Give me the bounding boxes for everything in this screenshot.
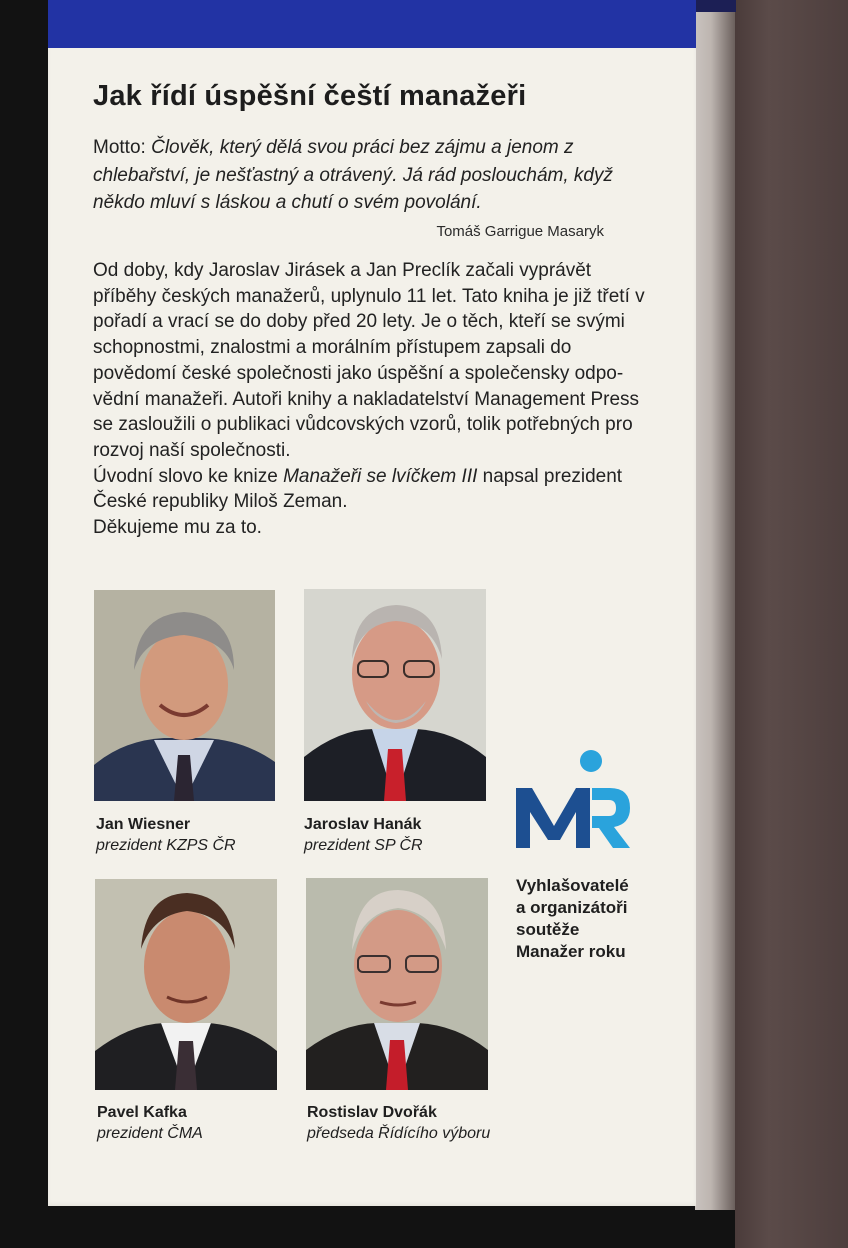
caption-pavel-kafka — [97, 1102, 203, 1144]
caption-jaroslav-hanak — [304, 814, 423, 856]
person-role: prezident SP ČR — [304, 837, 423, 854]
motto-quote: Člověk, který dělá svou práci bez zájmu a jenom z chlebařství, je nešťastný a otrávený. Já rád poslouchám, když někdo mluví s láskou a chutí o svém povolání. — [93, 137, 613, 213]
portrait-pavel-kafka — [95, 879, 277, 1090]
motto-label: Motto: — [93, 137, 146, 158]
top-band-edge — [696, 0, 736, 12]
person-name: Rostislav Dvořák — [307, 1104, 437, 1121]
paragraph-1: Od doby, kdy Jaroslav Jirásek a Jan Preclík začali vyprávět příběhy českých manažerů, uplynulo 11 let. Tato kniha je již třetí v pořadí a vrací se do doby před 20 lety. Je o těch, kteří se svými schopnostmi, znalostmi a morálním přístupem zapsali do povědomí české společnosti jako úspěšní a společensky odpovědní manažeři. Autoři knihy a nakladatelství Management Press se zasloužili o publikaci vůdcovských vzorů, tolik potřebných pro rozvoj naší společnosti. — [93, 260, 645, 461]
portrait-jaroslav-hanak — [304, 589, 486, 801]
person-name: Pavel Kafka — [97, 1104, 187, 1121]
person-name: Jaroslav Hanák — [304, 816, 422, 833]
portrait-rostislav-dvorak — [306, 878, 488, 1090]
person-role: předseda Řídícího výboru — [307, 1125, 491, 1142]
background-right — [735, 0, 848, 1248]
manazer-roku-logo — [512, 748, 634, 858]
person-name: Jan Wiesner — [96, 816, 191, 833]
page-edge-shadow — [695, 0, 735, 1210]
page-title: Jak řídí úspěšní čeští manažeři — [93, 80, 527, 112]
paragraph-3: Děkujeme mu za to. — [93, 517, 262, 539]
person-role: prezident KZPS ČR — [96, 837, 236, 854]
caption-rostislav-dvorak — [307, 1102, 490, 1144]
paragraph-2: Úvodní slovo ke knize Manažeři se lvíčkem III napsal prezident České republiky Miloš Zeman. — [93, 465, 623, 513]
body-text — [93, 258, 653, 541]
caption-jan-wiesner — [96, 814, 236, 856]
portrait-jan-wiesner — [94, 590, 275, 801]
motto-author: Tomáš Garrigue Masaryk — [436, 223, 604, 240]
book-title: Manažeři se lvíčkem III — [283, 465, 478, 487]
motto — [93, 134, 613, 217]
person-role: prezident ČMA — [97, 1125, 203, 1142]
organizers-text: Vyhlašovatelé a organizátoři soutěže Manažer roku — [516, 876, 629, 961]
top-color-band — [48, 0, 696, 48]
